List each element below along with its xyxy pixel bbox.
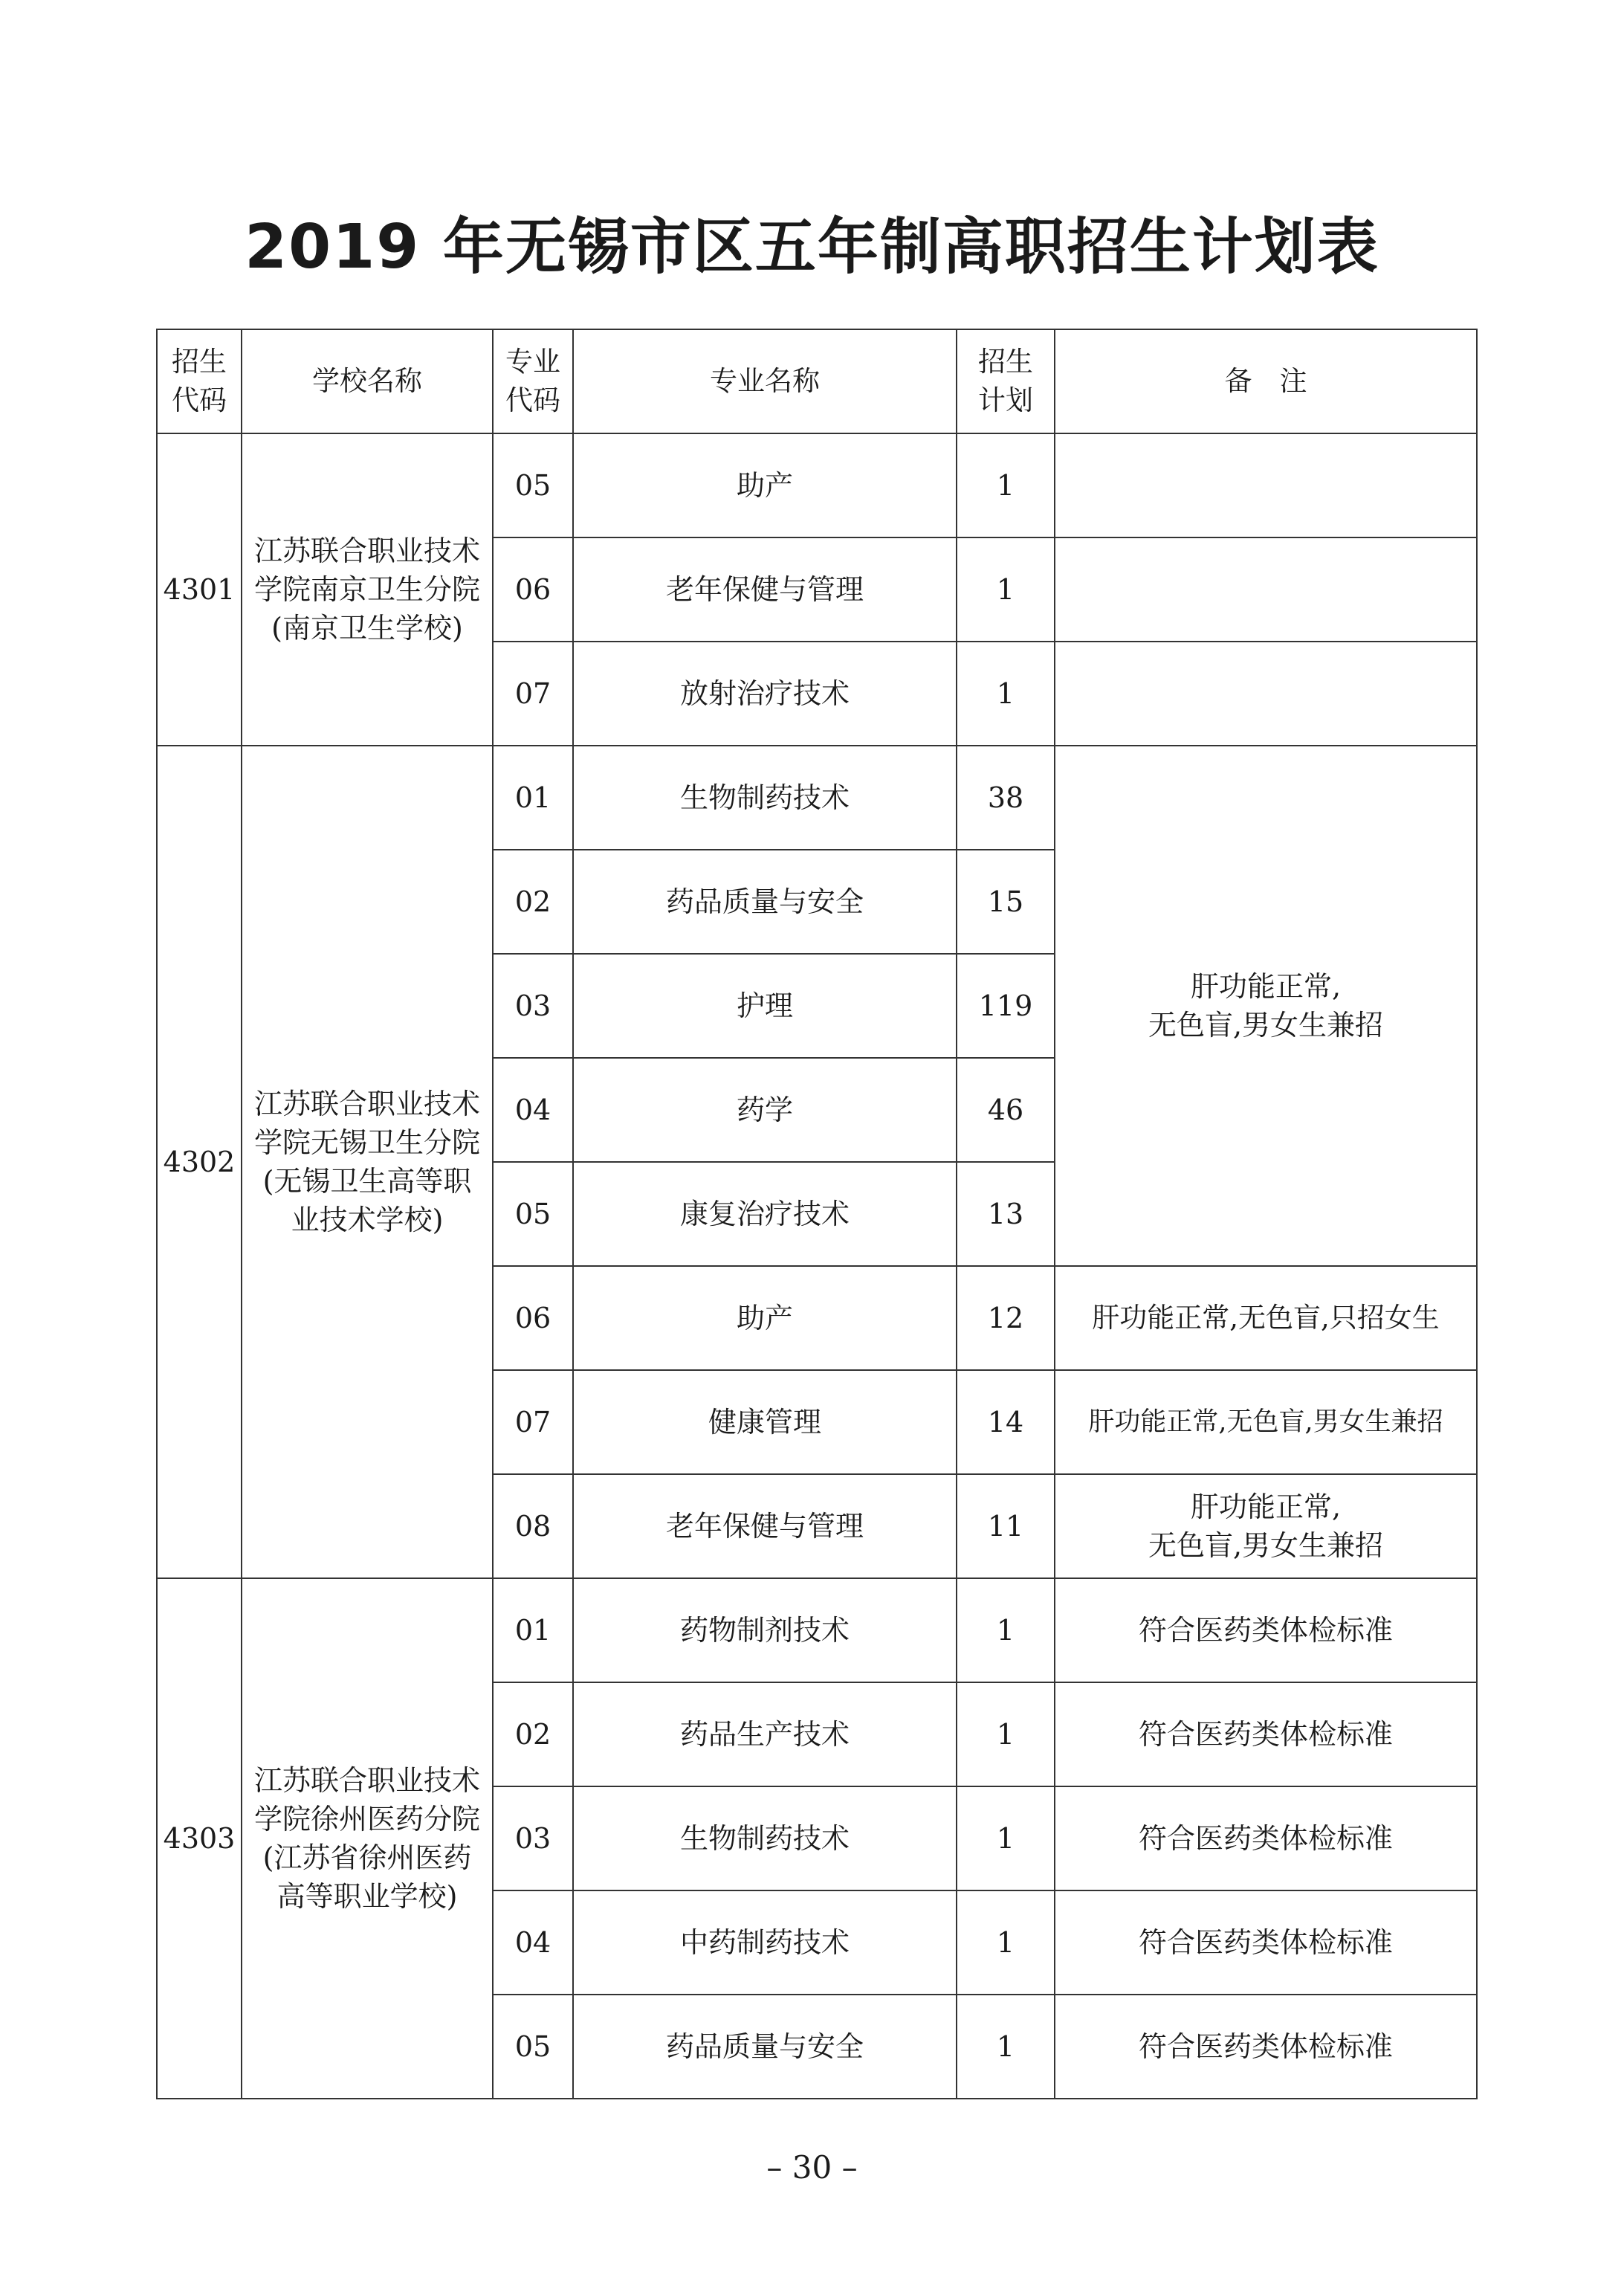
major-name-cell: 健康管理 — [573, 1370, 957, 1474]
shared-remark-cell: 肝功能正常, 无色盲,男女生兼招 — [1055, 746, 1477, 1266]
plan-cell: 12 — [957, 1266, 1055, 1370]
major-name-cell: 放射治疗技术 — [573, 642, 957, 746]
header-remark: 备 注 — [1055, 329, 1477, 433]
school-name-cell — [242, 746, 493, 1578]
table-header-row — [157, 329, 1477, 433]
remark-cell: 符合医药类体检标准 — [1055, 1995, 1477, 2099]
major-name-cell: 老年保健与管理 — [573, 537, 957, 642]
major-code-cell: 01 — [493, 1578, 573, 1682]
remark-cell — [1055, 642, 1477, 746]
major-name-cell: 药品质量与安全 — [573, 1995, 957, 2099]
plan-cell: 38 — [957, 746, 1055, 850]
major-code-cell: 05 — [493, 1162, 573, 1266]
major-name-cell: 药学 — [573, 1058, 957, 1162]
major-code-cell: 07 — [493, 642, 573, 746]
plan-cell: 46 — [957, 1058, 1055, 1162]
table-row — [157, 433, 1477, 537]
major-name-cell: 药品质量与安全 — [573, 850, 957, 954]
table-row — [157, 746, 1477, 850]
major-code-cell: 03 — [493, 954, 573, 1058]
plan-cell: 1 — [957, 1578, 1055, 1682]
plan-cell: 1 — [957, 1890, 1055, 1995]
school-name: 江苏联合职业技术学院徐州医药分院(江苏省徐州医药高等职业学校) — [253, 1764, 480, 1913]
major-code-cell: 05 — [493, 433, 573, 537]
remark-cell: 符合医药类体检标准 — [1055, 1890, 1477, 1995]
page-title: 2019 年无锡市区五年制高职招生计划表 — [245, 212, 1379, 282]
major-name-cell: 药品生产技术 — [573, 1682, 957, 1786]
header-plan: 招生 计划 — [957, 329, 1055, 433]
plan-cell: 1 — [957, 642, 1055, 746]
major-code-cell: 02 — [493, 850, 573, 954]
major-code-cell: 02 — [493, 1682, 573, 1786]
page-number: – 30 – — [766, 2149, 858, 2186]
remark-cell: 符合医药类体检标准 — [1055, 1682, 1477, 1786]
plan-cell: 1 — [957, 537, 1055, 642]
header-school-name: 学校名称 — [242, 329, 493, 433]
major-code-cell: 07 — [493, 1370, 573, 1474]
plan-cell: 119 — [957, 954, 1055, 1058]
enrollment-plan-table — [156, 329, 1478, 2099]
header-major-code: 专业 代码 — [493, 329, 573, 433]
major-name-cell: 生物制药技术 — [573, 1786, 957, 1890]
major-name-cell: 助产 — [573, 433, 957, 537]
plan-cell: 14 — [957, 1370, 1055, 1474]
plan-cell: 13 — [957, 1162, 1055, 1266]
plan-cell: 11 — [957, 1474, 1055, 1578]
major-code-cell: 04 — [493, 1890, 573, 1995]
enroll-code-cell: 4302 — [157, 746, 242, 1578]
school-name-cell — [242, 1578, 493, 2099]
table-row — [157, 1578, 1477, 1682]
remark-cell: 肝功能正常,无色盲,男女生兼招 — [1055, 1370, 1477, 1474]
major-name-cell: 老年保健与管理 — [573, 1474, 957, 1578]
remark-cell: 符合医药类体检标准 — [1055, 1578, 1477, 1682]
major-name-cell: 康复治疗技术 — [573, 1162, 957, 1266]
plan-cell: 1 — [957, 433, 1055, 537]
major-code-cell: 06 — [493, 537, 573, 642]
remark-cell — [1055, 537, 1477, 642]
header-enroll-code: 招生 代码 — [157, 329, 242, 433]
enroll-code-cell: 4303 — [157, 1578, 242, 2099]
enroll-code-cell: 4301 — [157, 433, 242, 746]
header-major-name: 专业名称 — [573, 329, 957, 433]
plan-cell: 1 — [957, 1995, 1055, 2099]
major-name-cell: 助产 — [573, 1266, 957, 1370]
plan-cell: 1 — [957, 1786, 1055, 1890]
plan-cell: 1 — [957, 1682, 1055, 1786]
remark-cell — [1055, 433, 1477, 537]
school-name-cell — [242, 433, 493, 746]
school-name: 江苏联合职业技术学院南京卫生分院(南京卫生学校) — [253, 535, 480, 645]
major-name-cell: 护理 — [573, 954, 957, 1058]
major-code-cell: 03 — [493, 1786, 573, 1890]
major-code-cell: 04 — [493, 1058, 573, 1162]
remark-cell: 符合医药类体检标准 — [1055, 1786, 1477, 1890]
major-name-cell: 生物制药技术 — [573, 746, 957, 850]
major-name-cell: 药物制剂技术 — [573, 1578, 957, 1682]
plan-cell: 15 — [957, 850, 1055, 954]
major-code-cell: 01 — [493, 746, 573, 850]
major-name-cell: 中药制药技术 — [573, 1890, 957, 1995]
major-code-cell: 05 — [493, 1995, 573, 2099]
school-name: 江苏联合职业技术学院无锡卫生分院(无锡卫生高等职业技术学校) — [253, 1088, 480, 1236]
remark-cell: 肝功能正常, 无色盲,男女生兼招 — [1055, 1474, 1477, 1578]
major-code-cell: 06 — [493, 1266, 573, 1370]
major-code-cell: 08 — [493, 1474, 573, 1578]
remark-cell: 肝功能正常,无色盲,只招女生 — [1055, 1266, 1477, 1370]
